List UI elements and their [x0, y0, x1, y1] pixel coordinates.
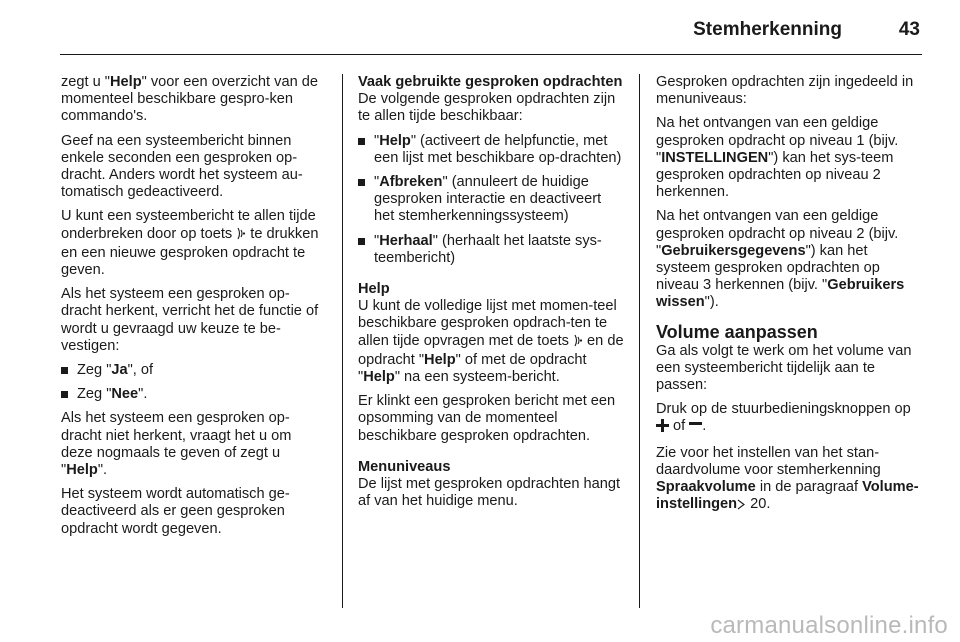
voice-command-icon: [236, 227, 246, 245]
paragraph: U kunt de volledige lijst met momen-teel beschikbare gesproken opdrach-ten te allen tijde opvragen met de toets en de opdracht "Help" of met de opdracht "Help" na een systeem-bericht.: [358, 298, 624, 386]
page-header: [0, 0, 960, 48]
page-ref-arrow-icon: [737, 498, 746, 515]
paragraph: Als het systeem een gesproken op-dracht niet herkent, vraagt het u om deze nogmaals te geven of zegt u "Help".: [61, 410, 292, 479]
section-heading: Vaak gebruikte gesproken opdrachten: [358, 74, 623, 90]
list-item: "Herhaal" (herhaalt het laatste sys-teembericht): [358, 233, 624, 267]
column-2: [358, 74, 624, 517]
section-heading: Help: [358, 281, 390, 298]
list-item: "Afbreken" (annuleert de huidige gesproken interactie en deactiveert het stemherkenningssysteem): [358, 174, 624, 226]
paragraph: Zie voor het instellen van het stan-daardvolume voor stemherkenning Spraakvolume in de paragraaf Volume-instellingen 20.: [656, 445, 922, 516]
page-number: 43: [898, 19, 920, 40]
list-item: Zeg "Nee".: [61, 386, 326, 403]
paragraph: Als het systeem een gesproken op-dracht herkent, verricht het de functie of wordt u gevraagd uw keuze te be-vestigen:: [61, 286, 319, 354]
paragraph: Ga als volgt te werk om het volume van een systeembericht tijdelijk aan te passen:: [656, 342, 912, 394]
paragraph: Er klinkt een gesproken bericht met een opsomming van de momenteel beschikbare gesproken opdrachten.: [358, 393, 616, 444]
paragraph: Geef na een systeembericht binnen enkele seconden een gesproken op-dracht. Anders wordt het systeem au-tomatisch gedeactiveerd.: [61, 132, 303, 201]
voice-command-icon: [573, 334, 583, 352]
list-item: "Help" (activeert de helpfunctie, met een lijst met beschikbare op-drachten): [358, 133, 624, 167]
section-heading: Menuniveaus: [358, 458, 451, 475]
paragraph: Na het ontvangen van een geldige gesproken opdracht op niveau 1 (bijv. "INSTELLINGEN") kan het sys-teem gesproken opdrachten op niveau 2 herkennen.: [656, 115, 899, 201]
plus-icon: [656, 419, 669, 437]
column-3: [656, 74, 922, 522]
paragraph: Na het ontvangen van een geldige gesproken opdracht op niveau 2 (bijv. "Gebruikersgegevens") kan het systeem gesproken opdrachten op niveau 3 herkennen (bijv. "Gebruikers wissen").: [656, 208, 905, 311]
column-1: [61, 74, 326, 545]
paragraph: Het systeem wordt automatisch ge-deactiveerd als er geen gesproken opdracht wordt gegeven.: [61, 486, 290, 537]
paragraph: De lijst met gesproken opdrachten hangt af van het huidige menu.: [358, 476, 621, 510]
paragraph: Druk op de stuurbedieningsknoppen op of .: [656, 401, 922, 437]
list-item: Zeg "Ja", of: [61, 362, 326, 379]
header-divider: [60, 54, 922, 55]
watermark: carmanualsonline.info: [710, 612, 948, 639]
page-title: Stemherkenning: [693, 19, 842, 40]
section-title: Volume aanpassen: [656, 321, 818, 342]
paragraph: Gesproken opdrachten zijn ingedeeld in menuniveaus:: [656, 74, 914, 108]
column-divider-1: [342, 74, 343, 608]
paragraph: De volgende gesproken opdrachten zijn te allen tijde beschikbaar:: [358, 91, 616, 125]
column-divider-2: [639, 74, 640, 608]
paragraph: U kunt een systeembericht te allen tijde onderbreken door op toets te drukken en een nieuwe gesproken opdracht te geven.: [61, 208, 319, 279]
minus-icon: [689, 419, 702, 437]
paragraph: zegt u "Help" voor een overzicht van de momenteel beschikbare gespro-ken commando's.: [61, 74, 318, 125]
